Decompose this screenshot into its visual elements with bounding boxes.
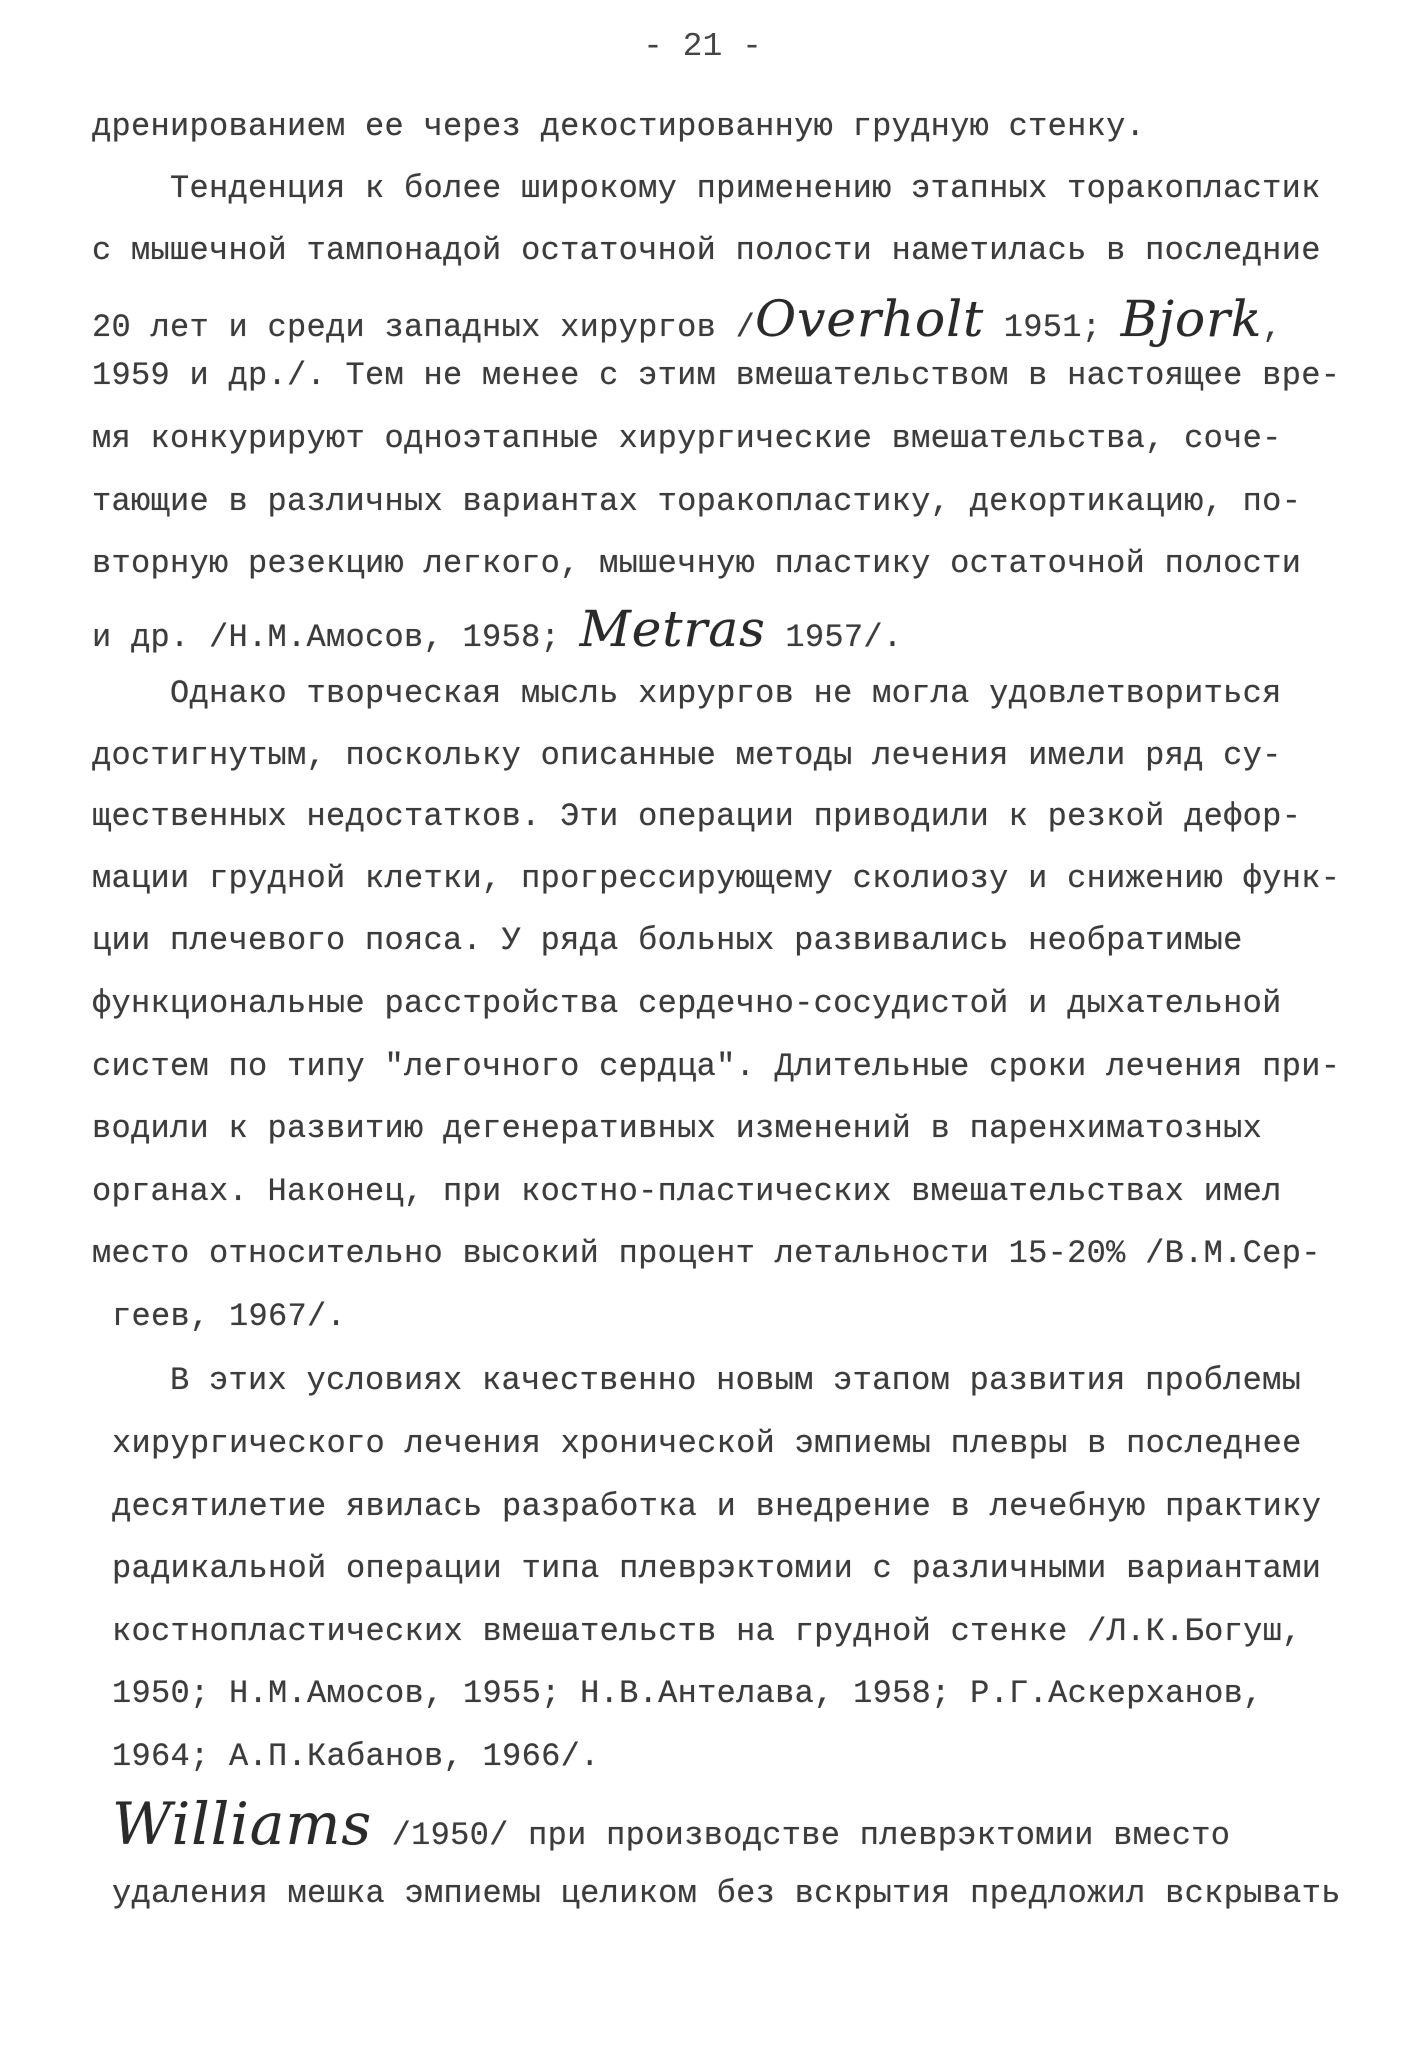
handwritten-name: Williams <box>112 1790 373 1858</box>
text-line: Тенденция к более широкому применению этапных торакопластик <box>170 170 1321 207</box>
text-line: 1964; А.П.Кабанов, 1966/. <box>112 1738 600 1775</box>
text-line: органах. Наконец, при костно-пластических вмешательствах имел <box>92 1173 1282 1210</box>
text-line: функциональные расстройства сердечно-сосудистой и дыхательной <box>92 985 1282 1022</box>
text-line: дренированием ее через декостированную грудную стенку. <box>92 108 1146 145</box>
text-line: и др. /Н.М.Амосов, 1958; Metras 1957/. <box>92 600 903 658</box>
text-line: десятилетие явилась разработка и внедрение в лечебную практику <box>112 1488 1322 1525</box>
text-line: костнопластических вмешательств на грудной стенке /Л.К.Богуш, <box>112 1613 1302 1650</box>
text-line: тающие в различных вариантах торакопластику, декортикацию, по- <box>92 483 1302 520</box>
text-line: радикальной операции типа плеврэктомии с различными вариантами <box>112 1550 1322 1587</box>
handwritten-name: Overholt <box>755 290 985 348</box>
text-line: систем по типу "легочного сердца". Длительные сроки лечения при- <box>92 1048 1341 1085</box>
handwritten-name: Bjork <box>1120 290 1263 348</box>
text-line: мации грудной клетки, прогрессирующему сколиозу и снижению функ- <box>92 860 1341 897</box>
text-line: место относительно высокий процент летальности 15-20% /В.М.Сер- <box>92 1235 1321 1272</box>
text-line: геев, 1967/. <box>112 1298 347 1335</box>
text-line: щественных недостатков. Эти операции приводили к резкой дефор- <box>92 798 1302 835</box>
page-number: - 21 - <box>643 28 762 65</box>
text-line: достигнутым, поскольку описанные методы лечения имели ряд су- <box>92 737 1282 774</box>
text-line: В этих условиях качественно новым этапом развития проблемы <box>170 1362 1302 1399</box>
text-line: ции плечевого пояса. У ряда больных развивались необратимые <box>92 922 1243 959</box>
text-line: мя конкурируют одноэтапные хирургические вмешательства, соче- <box>92 420 1282 457</box>
handwritten-name: Metras <box>579 600 766 658</box>
text-line: водили к развитию дегенеративных изменений в паренхиматозных <box>92 1110 1263 1147</box>
text-line: 1959 и др./. Тем не менее с этим вмешательством в настоящее вре- <box>92 357 1341 394</box>
text-line: удаления мешка эмпиемы целиком без вскрытия предложил вскрывать <box>112 1875 1341 1912</box>
text-line: хирургического лечения хронической эмпиемы плевры в последнее <box>112 1425 1302 1462</box>
text-line: с мышечной тампонадой остаточной полости наметилась в последние <box>92 232 1321 269</box>
text-line: 20 лет и среди западных хирургов /Overholt 1951; Bjork, <box>92 290 1282 348</box>
text-line: Williams /1950/ при производстве плеврэктомии вместо <box>112 1790 1231 1858</box>
text-line: 1950; Н.М.Амосов, 1955; Н.В.Антелава, 1958; Р.Г.Аскерханов, <box>112 1675 1263 1712</box>
text-line: Однако творческая мысль хирургов не могла удовлетвориться <box>170 675 1282 712</box>
text-line: вторную резекцию легкого, мышечную пластику остаточной полости <box>92 545 1302 582</box>
